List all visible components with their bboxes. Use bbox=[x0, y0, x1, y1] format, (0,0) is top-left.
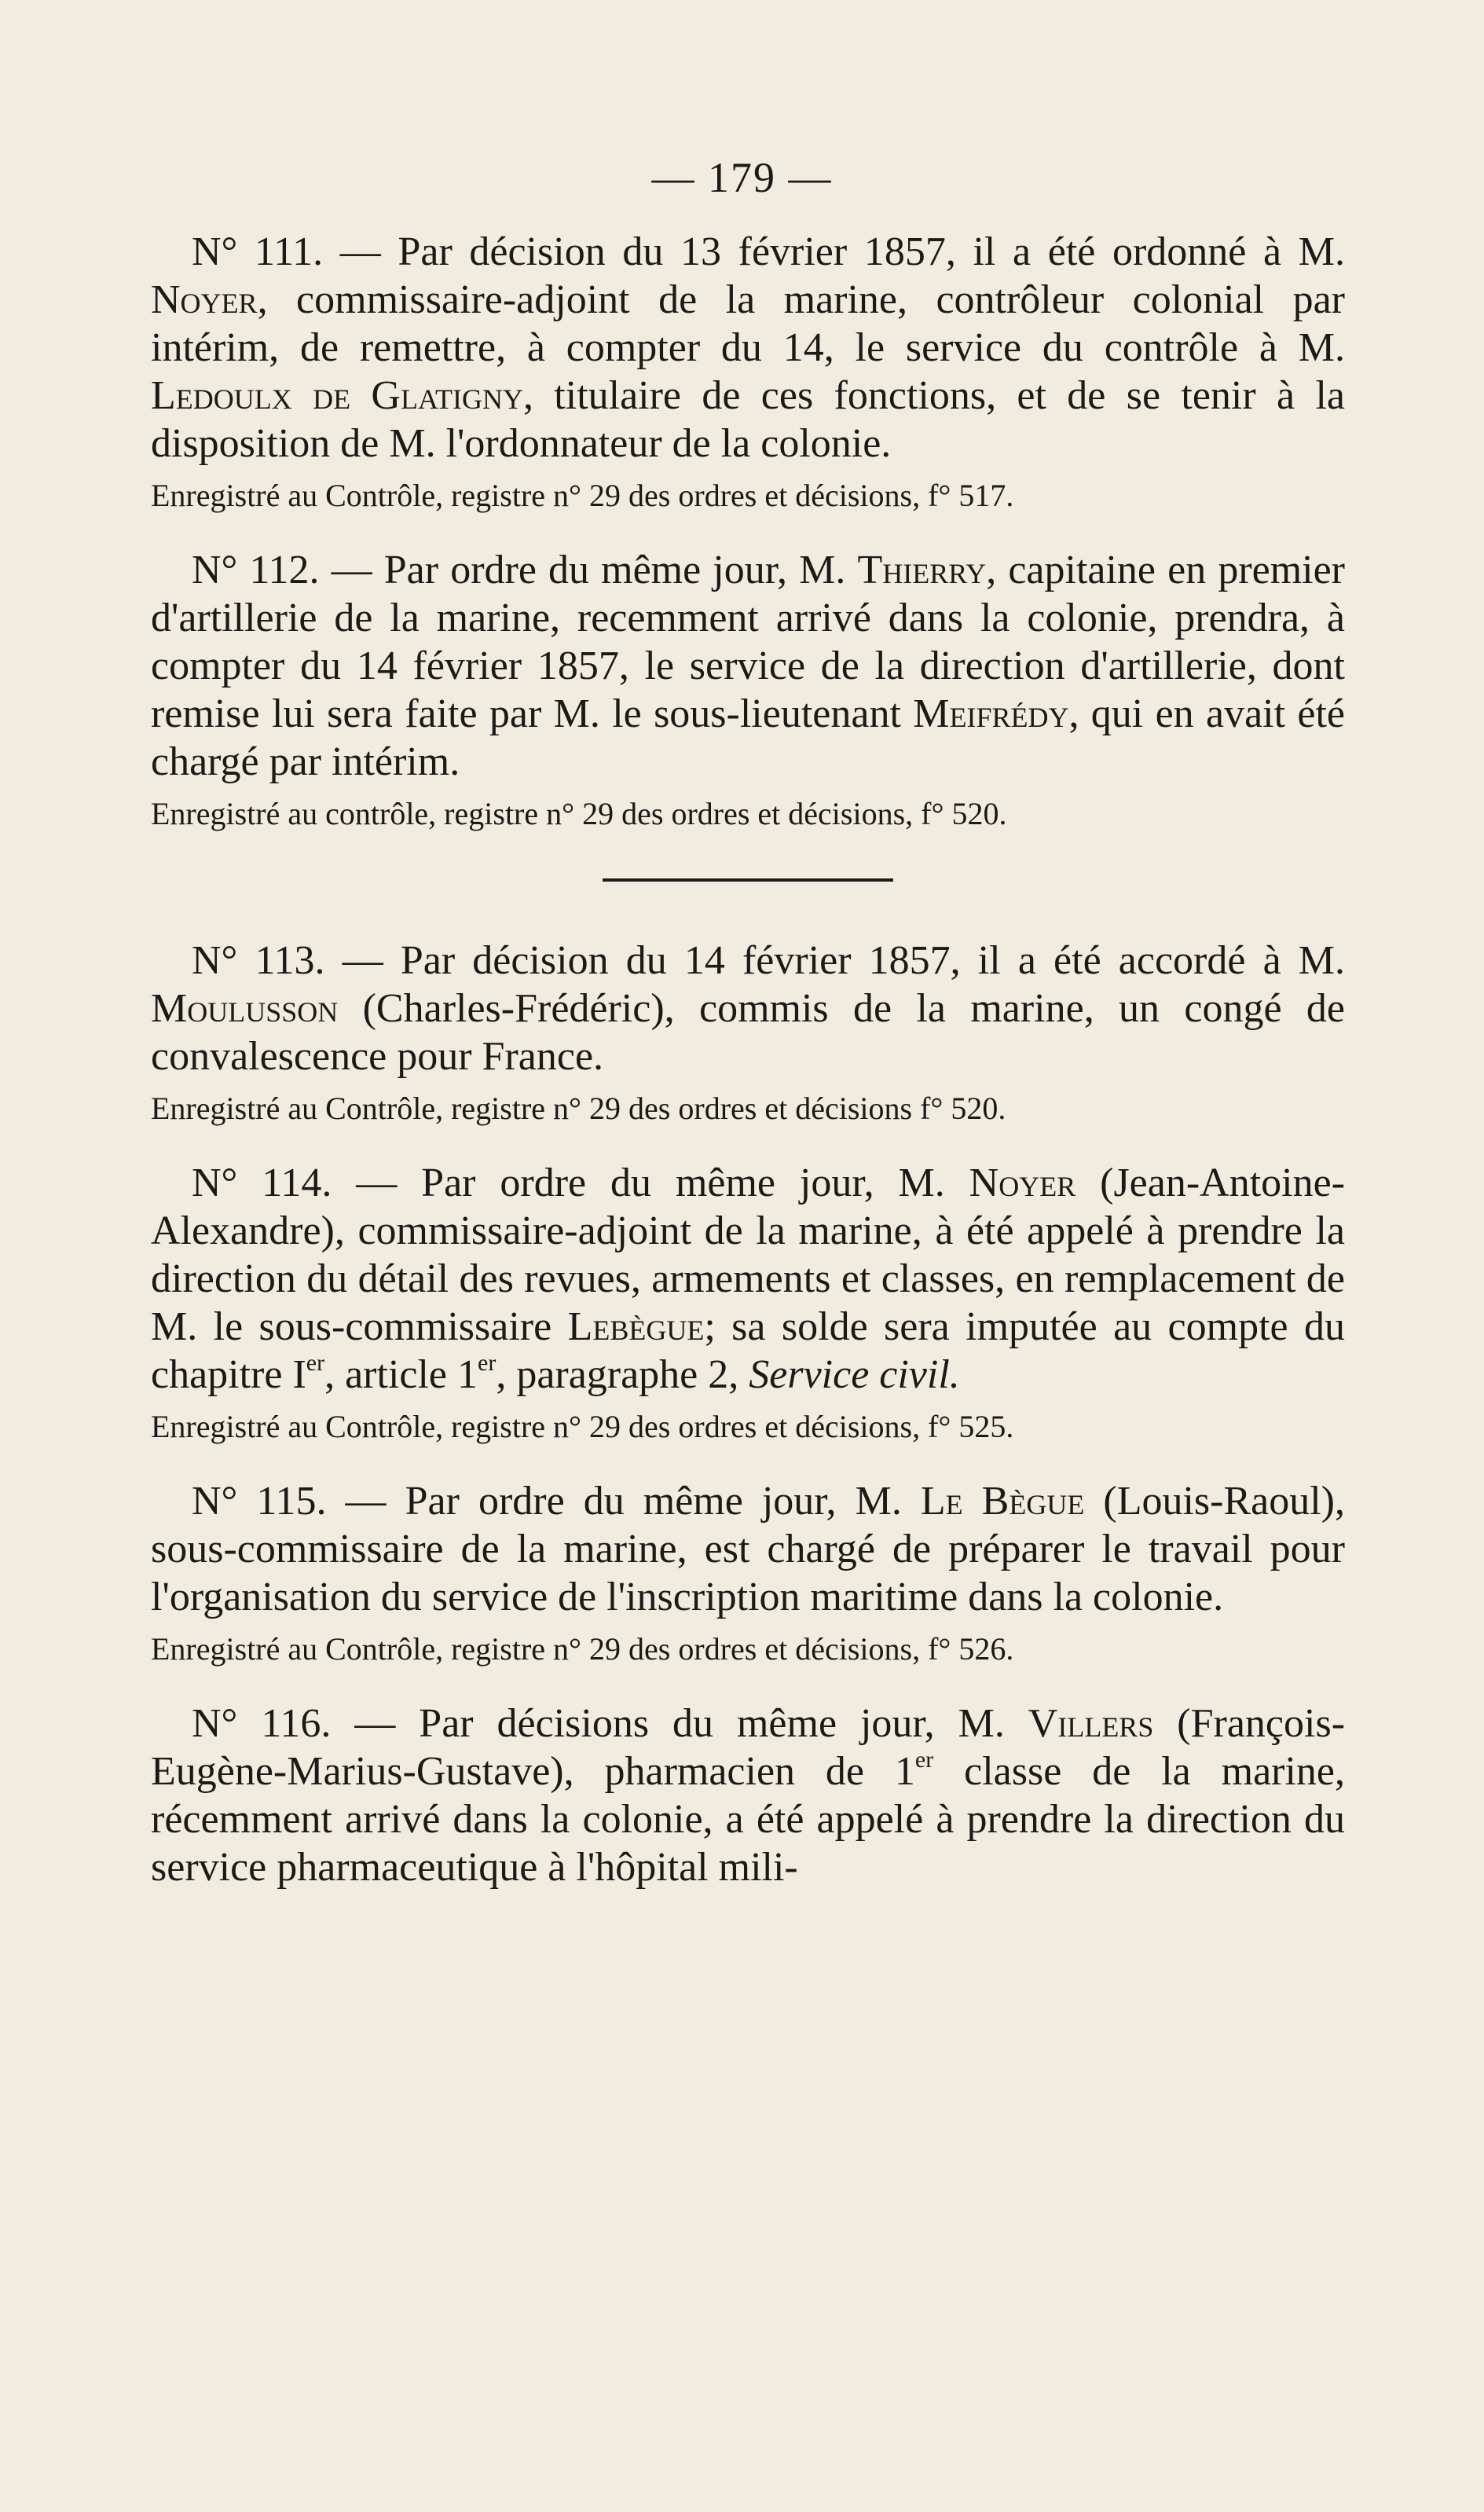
register-note: Enregistré au Contrôle, registre n° 29 des ordres et décisions f° 520. bbox=[151, 1091, 1006, 1126]
decision-text: N° 115. — Par ordre du même jour, M. Le Bègue (Louis-Raoul), sous-commissaire de la marine, est chargé de préparer le travail pour l'organisation du service de l'inscription maritime dans la colonie. bbox=[151, 1479, 1345, 1619]
register-note: Enregistré au Contrôle, registre n° 29 des ordres et décisions, f° 526. bbox=[151, 1631, 1014, 1667]
person-name: Ledoulx de Glatigny bbox=[151, 373, 523, 418]
decision-114 bbox=[151, 1159, 1345, 1446]
person-name: Le Bègue bbox=[920, 1479, 1085, 1524]
person-name: Noyer bbox=[969, 1161, 1076, 1205]
decision-text: N° 114. — Par ordre du même jour, M. Noyer (Jean-Antoine-Alexandre), commissaire-adjoint de la marine, à été appelé à prendre la direction du détail des revues, armements et classes, en remplacement de M. le sous-commissaire Lebègue; sa solde sera imputée au compte du chapitre Ier, article 1er, paragraphe 2, Service civil. bbox=[151, 1161, 1346, 1397]
decision-text: N° 116. — Par décisions du même jour, M. Villers (François-Eugène-Marius-Gustave), pharmacien de 1er classe de la marine, récemment arrivé dans la colonie, a été appelé à prendre la direction du service pharmaceutique à l'hôpital mili- bbox=[151, 1701, 1346, 1890]
decision-113 bbox=[151, 937, 1345, 1128]
page-content bbox=[151, 228, 1345, 1891]
person-name: Moulusson bbox=[151, 986, 339, 1031]
decision-text: N° 112. — Par ordre du même jour, M. Thierry, capitaine en premier d'artillerie de la marine, recemment arrivé dans la colonie, prendra, à compter du 14 février 1857, le service de la direction d'artillerie, dont remise lui sera faite par M. le sous-lieutenant Meifrédy, qui en avait été chargé par intérim. bbox=[151, 548, 1346, 784]
budget-section: Service civil. bbox=[749, 1352, 960, 1397]
decision-text: N° 113. — Par décision du 14 février 1857, il a été accordé à M. Moulusson (Charles-Frédéric), commis de la marine, un congé de convalescence pour France. bbox=[151, 938, 1346, 1079]
decision-115 bbox=[151, 1477, 1345, 1668]
person-name: Thierry bbox=[857, 548, 987, 592]
register-note: Enregistré au contrôle, registre n° 29 des ordres et décisions, f° 520. bbox=[151, 796, 1007, 831]
person-name: Lebègue bbox=[567, 1304, 705, 1349]
section-separator bbox=[603, 878, 893, 882]
superscript: er bbox=[914, 1747, 934, 1773]
decision-number: N° 115. bbox=[192, 1479, 327, 1524]
decision-116 bbox=[151, 1700, 1345, 1891]
page-number: — 179 — bbox=[651, 154, 833, 201]
superscript: er bbox=[478, 1350, 496, 1376]
decision-number: N° 112. bbox=[192, 548, 320, 592]
decision-112 bbox=[151, 546, 1345, 833]
decision-111 bbox=[151, 228, 1345, 515]
decision-number: N° 114. bbox=[192, 1161, 332, 1205]
register-note: Enregistré au Contrôle, registre n° 29 des ordres et décisions, f° 525. bbox=[151, 1409, 1014, 1444]
decision-text: N° 111. — Par décision du 13 février 1857, il a été ordonné à M. Noyer, commissaire-adjoint de la marine, contrôleur colonial par intérim, de remettre, à compter du 14, le service du contrôle à M. Ledoulx de Glatigny, titulaire de ces fonctions, et de se tenir à la disposition de M. l'ordonnateur de la colonie. bbox=[151, 229, 1345, 466]
person-name: Noyer bbox=[151, 277, 258, 322]
decision-number: N° 111. bbox=[192, 229, 324, 274]
decision-number: N° 116. bbox=[192, 1701, 332, 1746]
person-name: Villers bbox=[1028, 1701, 1154, 1746]
person-name: Meifrédy bbox=[913, 691, 1069, 736]
register-note: Enregistré au Contrôle, registre n° 29 des ordres et décisions, f° 517. bbox=[151, 478, 1014, 513]
superscript: er bbox=[306, 1350, 325, 1376]
decision-number: N° 113. bbox=[192, 938, 325, 983]
